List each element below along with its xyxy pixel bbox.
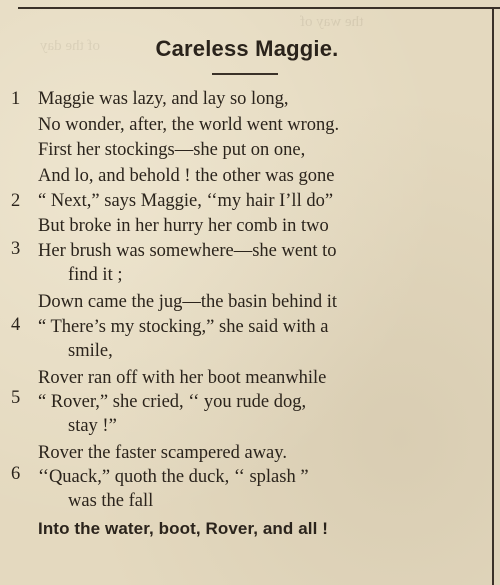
poem-line: Her brush was somewhere—she went to — [38, 241, 337, 261]
stanza-number: 5 — [11, 388, 21, 408]
title-underline — [212, 73, 278, 75]
stanza-number: 4 — [11, 315, 21, 335]
stanza-number: 3 — [11, 239, 21, 259]
stanza-number: 6 — [11, 464, 21, 484]
poem-line-continuation: find it ; — [68, 265, 123, 285]
poem-line-continuation: smile, — [68, 341, 113, 361]
poem-line: Maggie was lazy, and lay so long, — [38, 89, 289, 109]
poem-line: Down came the jug—the basin behind it — [38, 292, 338, 312]
poem-line: And lo, and behold ! the other was gone — [38, 166, 335, 186]
poem-line: But broke in her hurry her comb in two — [38, 216, 329, 236]
poem-line: No wonder, after, the world went wrong. — [38, 115, 340, 135]
poem-line-continuation: was the fall — [68, 491, 154, 511]
show-through-text: the way of of the day — [40, 14, 364, 54]
right-border-rule — [492, 7, 494, 585]
top-border-rule — [18, 7, 500, 9]
poem-line-continuation: stay !” — [68, 416, 117, 436]
poem-line: ‘‘Quack,” quoth the duck, ‘‘ splash ” — [38, 467, 309, 487]
poem-title: Careless Maggie. — [155, 36, 339, 61]
poem-line: “ Rover,” she cried, ‘‘ you rude dog, — [38, 392, 307, 412]
poem-line: Rover the faster scampered away. — [38, 443, 287, 463]
poem-line: “ Next,” says Maggie, ‘‘my hair I’ll do” — [38, 191, 334, 211]
stanza-number: 2 — [11, 191, 21, 211]
poem-line: First her stockings—she put on one, — [38, 140, 306, 160]
poem-line: “ There’s my stocking,” she said with a — [38, 317, 329, 337]
poem-line: Rover ran off with her boot meanwhile — [38, 368, 327, 388]
stanza-number: 1 — [11, 89, 21, 109]
poem-final-line: Into the water, boot, Rover, and all ! — [38, 519, 329, 538]
